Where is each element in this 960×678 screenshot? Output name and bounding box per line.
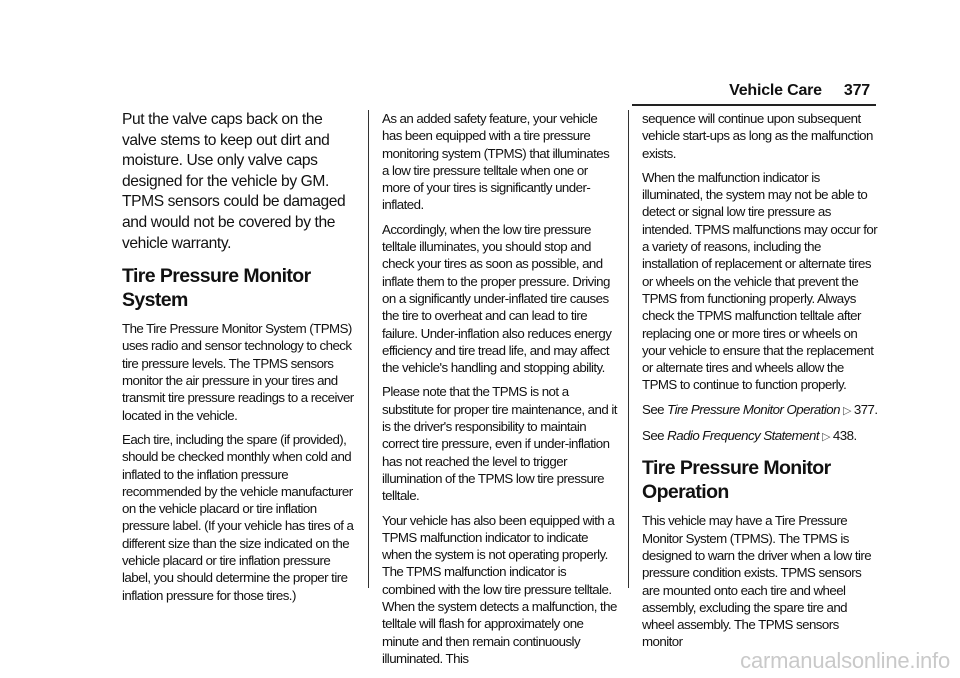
page-reference-icon: ▷: [821, 431, 830, 444]
paragraph: Your vehicle has also been equipped with a TPMS malfunction indicator to indicate when the system is not operating properly. The TPMS malfunction indicator is combined with the low tire pressure telltale. When the system detects a malfunction, the telltale will flash for approximately one minute and then remain continuously illuminated. This: [382, 512, 617, 666]
link-radio-frequency-statement[interactable]: Radio Frequency Statement: [667, 428, 819, 444]
section-title: Vehicle Care: [729, 82, 822, 99]
paragraph: The Tire Pressure Monitor System (TPMS) uses radio and sensor technology to check tire pressure levels. The TPMS sensors monitor the air pressure in your tires and transmit tire pressure readings to a receiver located in the vehicle.: [122, 321, 354, 423]
section-heading-tpms: Tire Pressure Monitor System: [122, 265, 311, 312]
ref-page-number: 377.: [853, 401, 878, 417]
paragraph: As an added safety feature, your vehicle has been equipped with a tire pressure monitoring system (TPMS) that illuminates a low tire pressure telltale when one or more of your tires is significantly under-inflated.: [382, 111, 610, 213]
paragraph: This vehicle may have a Tire Pressure Monitor System (TPMS). The TPMS is designed to warn the driver when a low tire pressure condition exists. TPMS sensors are mounted onto each tire and wheel assembly, excluding the spare tire and wheel assembly. The TPMS sensors monitor: [642, 513, 872, 650]
paragraph: When the malfunction indicator is illuminated, the system may not be able to detect or signal low tire pressure as intended. TPMS malfunctions may occur for a variety of reasons, including the installation of replacement or alternate tires or wheels on the vehicle that prevent the TPMS from functioning properly. Always check the TPMS malfunction telltale after replacing one or more tires or wheels on your vehicle to ensure that the replacement or alternate tires and wheels allow the TPMS to continue to function properly.: [642, 169, 878, 393]
paragraph: Each tire, including the spare (if provided), should be checked monthly when cold and inflated to the inflation pressure recommended by the vehicle manufacturer on the vehicle placard or tire inflation pressure label. (If your vehicle has tires of a different size than the size indicated on the vehicle placard or tire inflation pressure label, you should determine the proper tire inflation pressure for those tires.): [122, 431, 354, 603]
ref-page-number: 438.: [832, 428, 857, 444]
see-label: See: [642, 428, 665, 444]
section-heading-tpms-operation: Tire Pressure Monitor Operation: [642, 457, 831, 504]
cross-reference: [642, 427, 878, 446]
paragraph: Accordingly, when the low tire pressure telltale illuminates, you should stop and check your tires as soon as possible, and inflate them to the proper pressure. Driving on a significantly under-inflated tire causes the tire to overheat and can lead to tire failure. Under-inflation also reduces energy efficiency and tire tread life, and may affect the vehicle's handling and stopping ability.: [382, 221, 612, 376]
column-2: [382, 110, 618, 674]
column-1: [122, 110, 358, 611]
header-rule: [632, 104, 876, 106]
see-label: See: [642, 401, 665, 417]
paragraph: sequence will continue upon subsequent vehicle start-ups as long as the malfunction exists.: [642, 111, 873, 161]
watermark: carmanualsonline.info: [740, 648, 950, 673]
paragraph: Please note that the TPMS is not a substitute for proper tire maintenance, and it is the driver's responsibility to maintain correct tire pressure, even if under-inflation has not reached the level to trigger illumination of the TPMS low tire pressure telltale.: [382, 384, 617, 504]
column-divider: [628, 110, 629, 588]
page-number: 377: [843, 82, 870, 99]
column-3: [642, 110, 878, 658]
column-divider: [368, 110, 369, 588]
lead-paragraph: Put the valve caps back on the valve stems to keep out dirt and moisture. Use only valve caps designed for the vehicle by GM. TPMS sensors could be damaged and would not be covered by the vehicle warranty.: [122, 111, 346, 252]
cross-reference: [642, 401, 878, 420]
running-header: [729, 82, 870, 100]
link-tpms-operation[interactable]: Tire Pressure Monitor Operation: [667, 401, 840, 417]
page-reference-icon: ▷: [842, 404, 851, 417]
